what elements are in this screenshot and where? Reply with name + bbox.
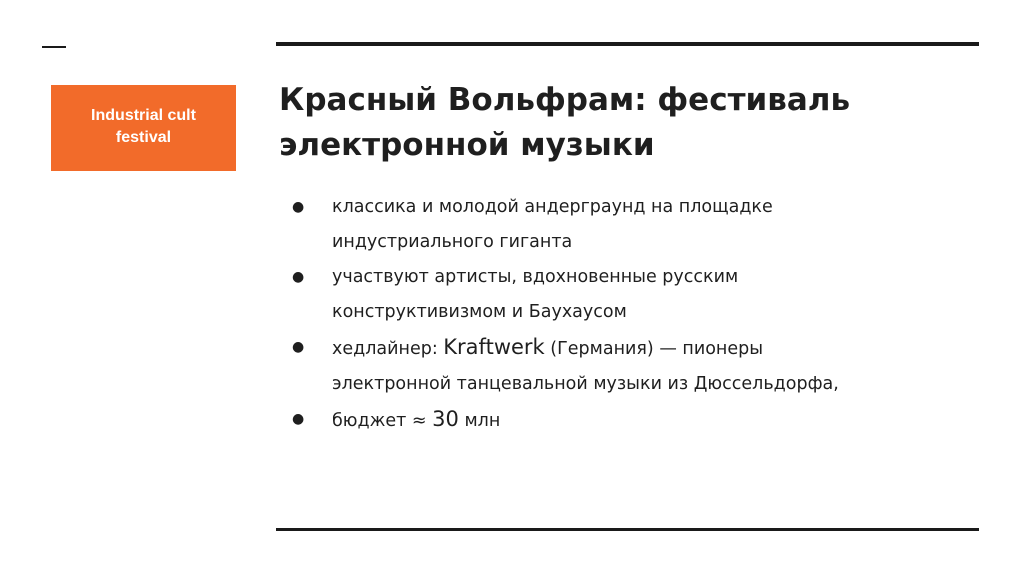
category-tag-line-2: festival	[115, 129, 172, 146]
top-divider	[276, 42, 979, 46]
headliner-suffix: — пионеры	[653, 339, 764, 359]
bullet-item-budget	[290, 402, 970, 439]
bullet-item-headliner	[290, 330, 970, 402]
bullet-list	[290, 190, 970, 439]
slide-title-line-1: Красный Вольфрам: фестиваль	[279, 82, 851, 118]
headliner-prefix: хедлайнер:	[332, 339, 444, 359]
budget-unit: млн	[458, 411, 501, 431]
category-tag-line-1: Industrial cult	[91, 107, 196, 124]
headliner-name: Kraftwerk	[443, 335, 545, 359]
bullet-item-artists	[290, 260, 970, 330]
bottom-divider	[276, 528, 979, 531]
bullet-icon: ●	[292, 339, 305, 355]
slide-title-line-2: электронной музыки	[279, 127, 655, 163]
corner-dash	[42, 46, 66, 48]
budget-amount: 30	[432, 407, 459, 431]
bullet-text-line-2: конструктивизмом и Баухаусом	[332, 302, 627, 322]
category-tag-text	[69, 105, 219, 149]
bullet-icon: ●	[292, 269, 305, 285]
headliner-country: (Германия)	[544, 339, 654, 359]
bullet-text-line-2: электронной танцевальной музыки из Дюссельдорфа,	[332, 374, 839, 394]
category-tag	[51, 85, 236, 171]
bullet-item-venue	[290, 190, 970, 260]
bullet-text-line-1: классика и молодой андерграунд на площадке	[332, 197, 773, 217]
budget-prefix: бюджет ≈	[332, 411, 433, 431]
slide-title	[279, 78, 939, 168]
bullet-text-line-1: участвуют артисты, вдохновенные русским	[332, 267, 739, 287]
bullet-icon: ●	[292, 411, 305, 427]
bullet-icon: ●	[292, 199, 305, 215]
bullet-text-line-2: индустриального гиганта	[332, 232, 573, 252]
